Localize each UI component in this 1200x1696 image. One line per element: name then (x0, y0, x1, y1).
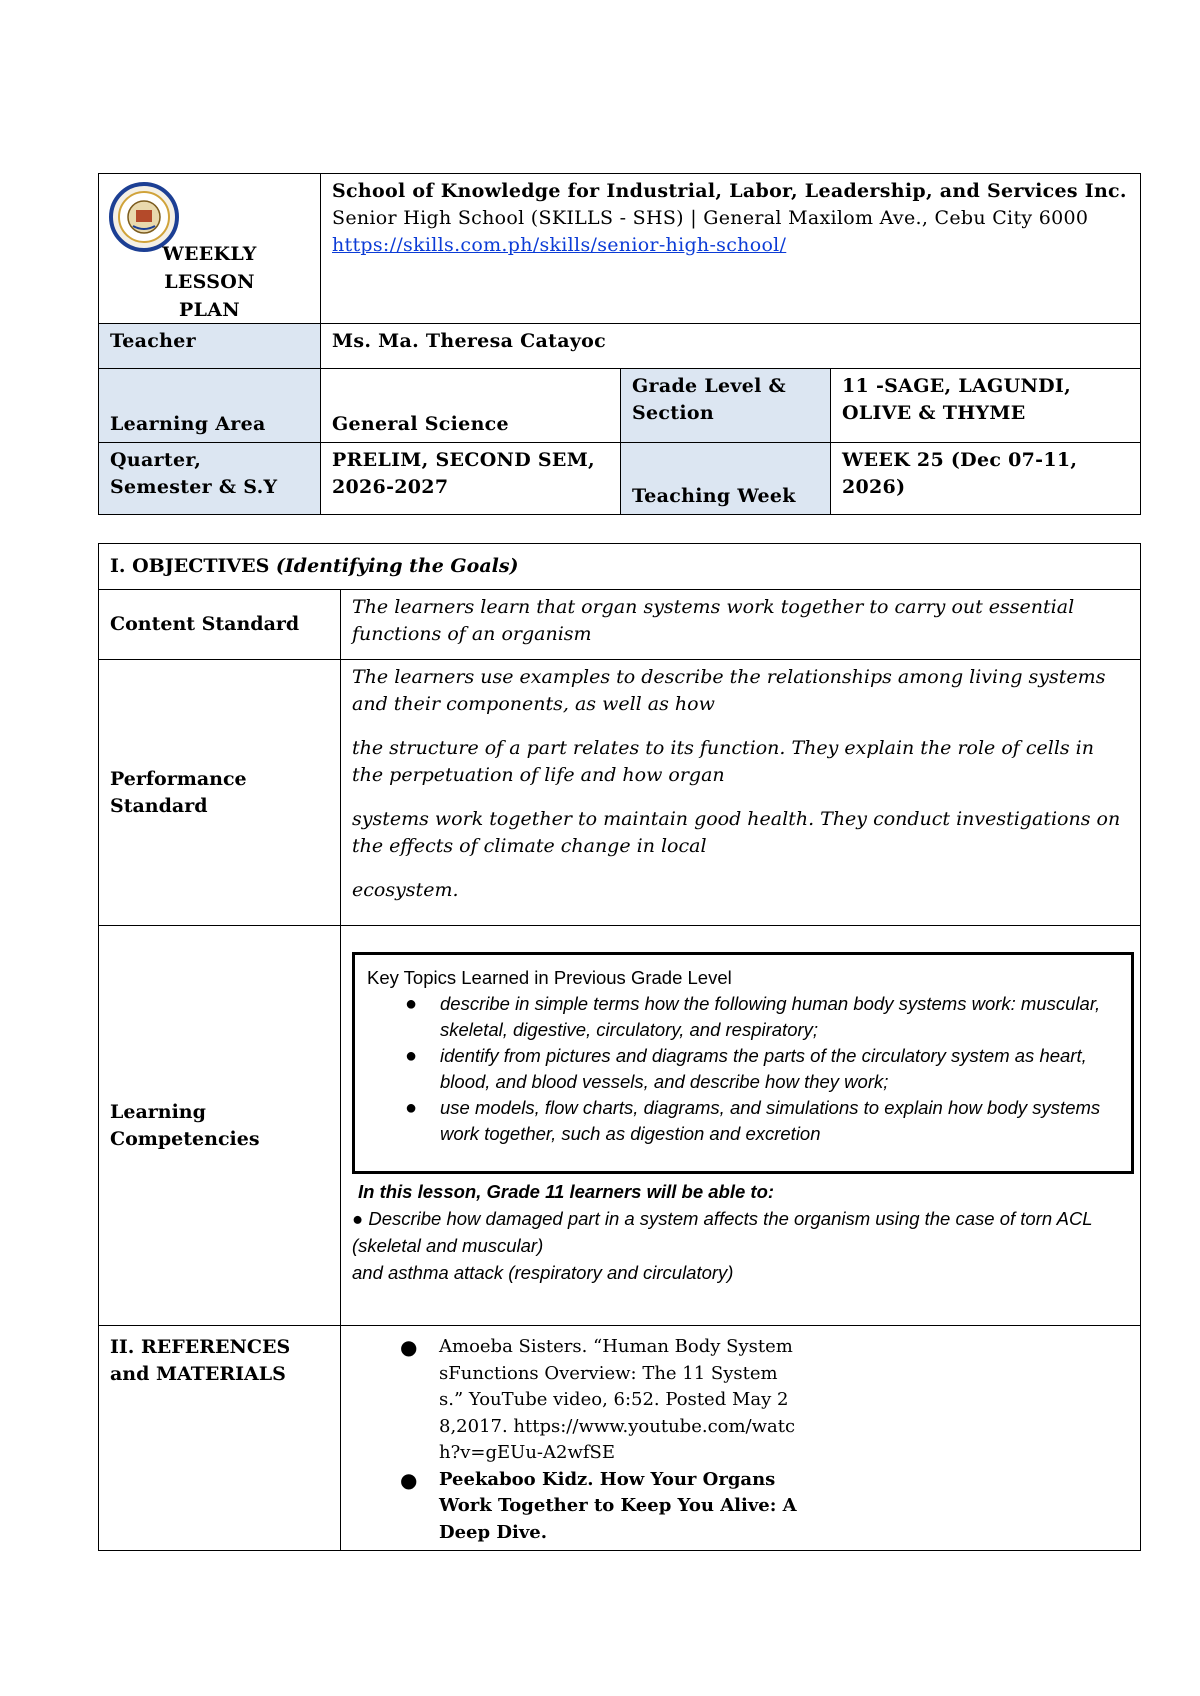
lesson-objective-item (352, 1205, 1134, 1259)
list-item (352, 1467, 799, 1547)
teacher-label: Teacher (99, 324, 321, 369)
performance-standard-text (341, 660, 1141, 926)
content-standard-label: Content Standard (99, 590, 341, 660)
quarter-label: Quarter, Semester & S.Y (99, 443, 321, 515)
performance-paragraph: the structure of a part relates to its function. They explain the role of cells in the perpetuation of life and how organ (352, 737, 1094, 786)
objectives-heading (99, 544, 1141, 590)
bullet-icon: ● (405, 993, 418, 1015)
key-topic-text: identify from pictures and diagrams the parts of the circulatory system as heart, blood, and blood vessels, and describe how they work; (440, 1045, 1087, 1092)
list-item (367, 1043, 1119, 1095)
reference-text: Peekaboo Kidz. How Your Organs Work Together to Keep You Alive: A Deep Dive. (439, 1468, 797, 1543)
objectives-table (98, 543, 1141, 1551)
list-item (367, 1095, 1119, 1147)
objectives-heading-text: I. OBJECTIVES (110, 555, 270, 577)
bullet-icon: ● (400, 1335, 418, 1359)
logo-cell (99, 174, 321, 324)
performance-standard-label: Performance Standard (99, 660, 341, 926)
grade-level-value: 11 -SAGE, LAGUNDI, OLIVE & THYME (831, 369, 1141, 443)
key-topics-title: Key Topics Learned in Previous Grade Level (367, 967, 732, 988)
learning-competencies-cell (341, 926, 1141, 1326)
performance-paragraph: The learners use examples to describe the relationships among living systems and their components, as well as how (352, 666, 1106, 715)
bullet-icon: ● (352, 1208, 369, 1229)
performance-paragraph: systems work together to maintain good health. They conduct investigations on the effects of climate change in local (352, 808, 1121, 857)
bullet-icon: ● (405, 1097, 418, 1119)
school-address: Senior High School (SKILLS - SHS) | General Maxilom Ave., Cebu City 6000 (332, 207, 1089, 229)
header-table (98, 173, 1141, 515)
school-name: School of Knowledge for Industrial, Labor, Leadership, and Services Inc. (332, 180, 1127, 202)
references-list (352, 1334, 1129, 1546)
performance-paragraph: ecosystem. (352, 879, 459, 901)
objectives-heading-italic: (Identifying the Goals) (275, 555, 519, 577)
lesson-intro: In this lesson, Grade 11 learners will be able to: (358, 1181, 775, 1202)
reference-text: Amoeba Sisters. “Human Body SystemsFunctions Overview: The 11 Systems.” YouTube video, 6:52. Posted May 28,2017. https://www.youtube.com/watch?v=gEUu-A2wfSE (439, 1336, 796, 1463)
key-topics-box (352, 952, 1134, 1174)
references-cell (341, 1326, 1141, 1551)
learning-area-label: Learning Area (99, 369, 321, 443)
quarter-value: PRELIM, SECOND SEM, 2026-2027 (321, 443, 621, 515)
key-topic-text: use models, flow charts, diagrams, and simulations to explain how body systems work together, such as digestion and excretion (440, 1097, 1101, 1144)
school-url-link[interactable]: https://skills.com.ph/skills/senior-high-school/ (332, 234, 787, 256)
bullet-icon: ● (400, 1467, 418, 1492)
teacher-value: Ms. Ma. Theresa Catayoc (321, 324, 1141, 369)
lesson-objectives (352, 1178, 1134, 1286)
key-topics-list (367, 991, 1119, 1147)
doc-type-label: WEEKLY LESSON PLAN (162, 243, 257, 321)
teaching-week-label: Teaching Week (621, 443, 831, 515)
learning-competencies-label: Learning Competencies (99, 926, 341, 1326)
content-standard-text: The learners learn that organ systems work together to carry out essential functions of an organism (341, 590, 1141, 660)
lesson-objective-text: Describe how damaged part in a system affects the organism using the case of torn ACL (skeletal and muscular) (352, 1208, 1093, 1256)
bullet-icon: ● (405, 1045, 418, 1067)
teaching-week-value: WEEK 25 (Dec 07-11, 2026) (831, 443, 1141, 515)
school-info-cell (321, 174, 1141, 324)
list-item (367, 991, 1119, 1043)
references-label: II. REFERENCES and MATERIALS (99, 1326, 341, 1551)
list-item (352, 1334, 799, 1467)
grade-level-label: Grade Level & Section (621, 369, 831, 443)
key-topic-text: describe in simple terms how the following human body systems work: muscular, skeletal, digestive, circulatory, and respiratory; (440, 993, 1101, 1040)
lesson-objective-continuation: and asthma attack (respiratory and circulatory) (352, 1262, 734, 1283)
learning-area-value: General Science (321, 369, 621, 443)
